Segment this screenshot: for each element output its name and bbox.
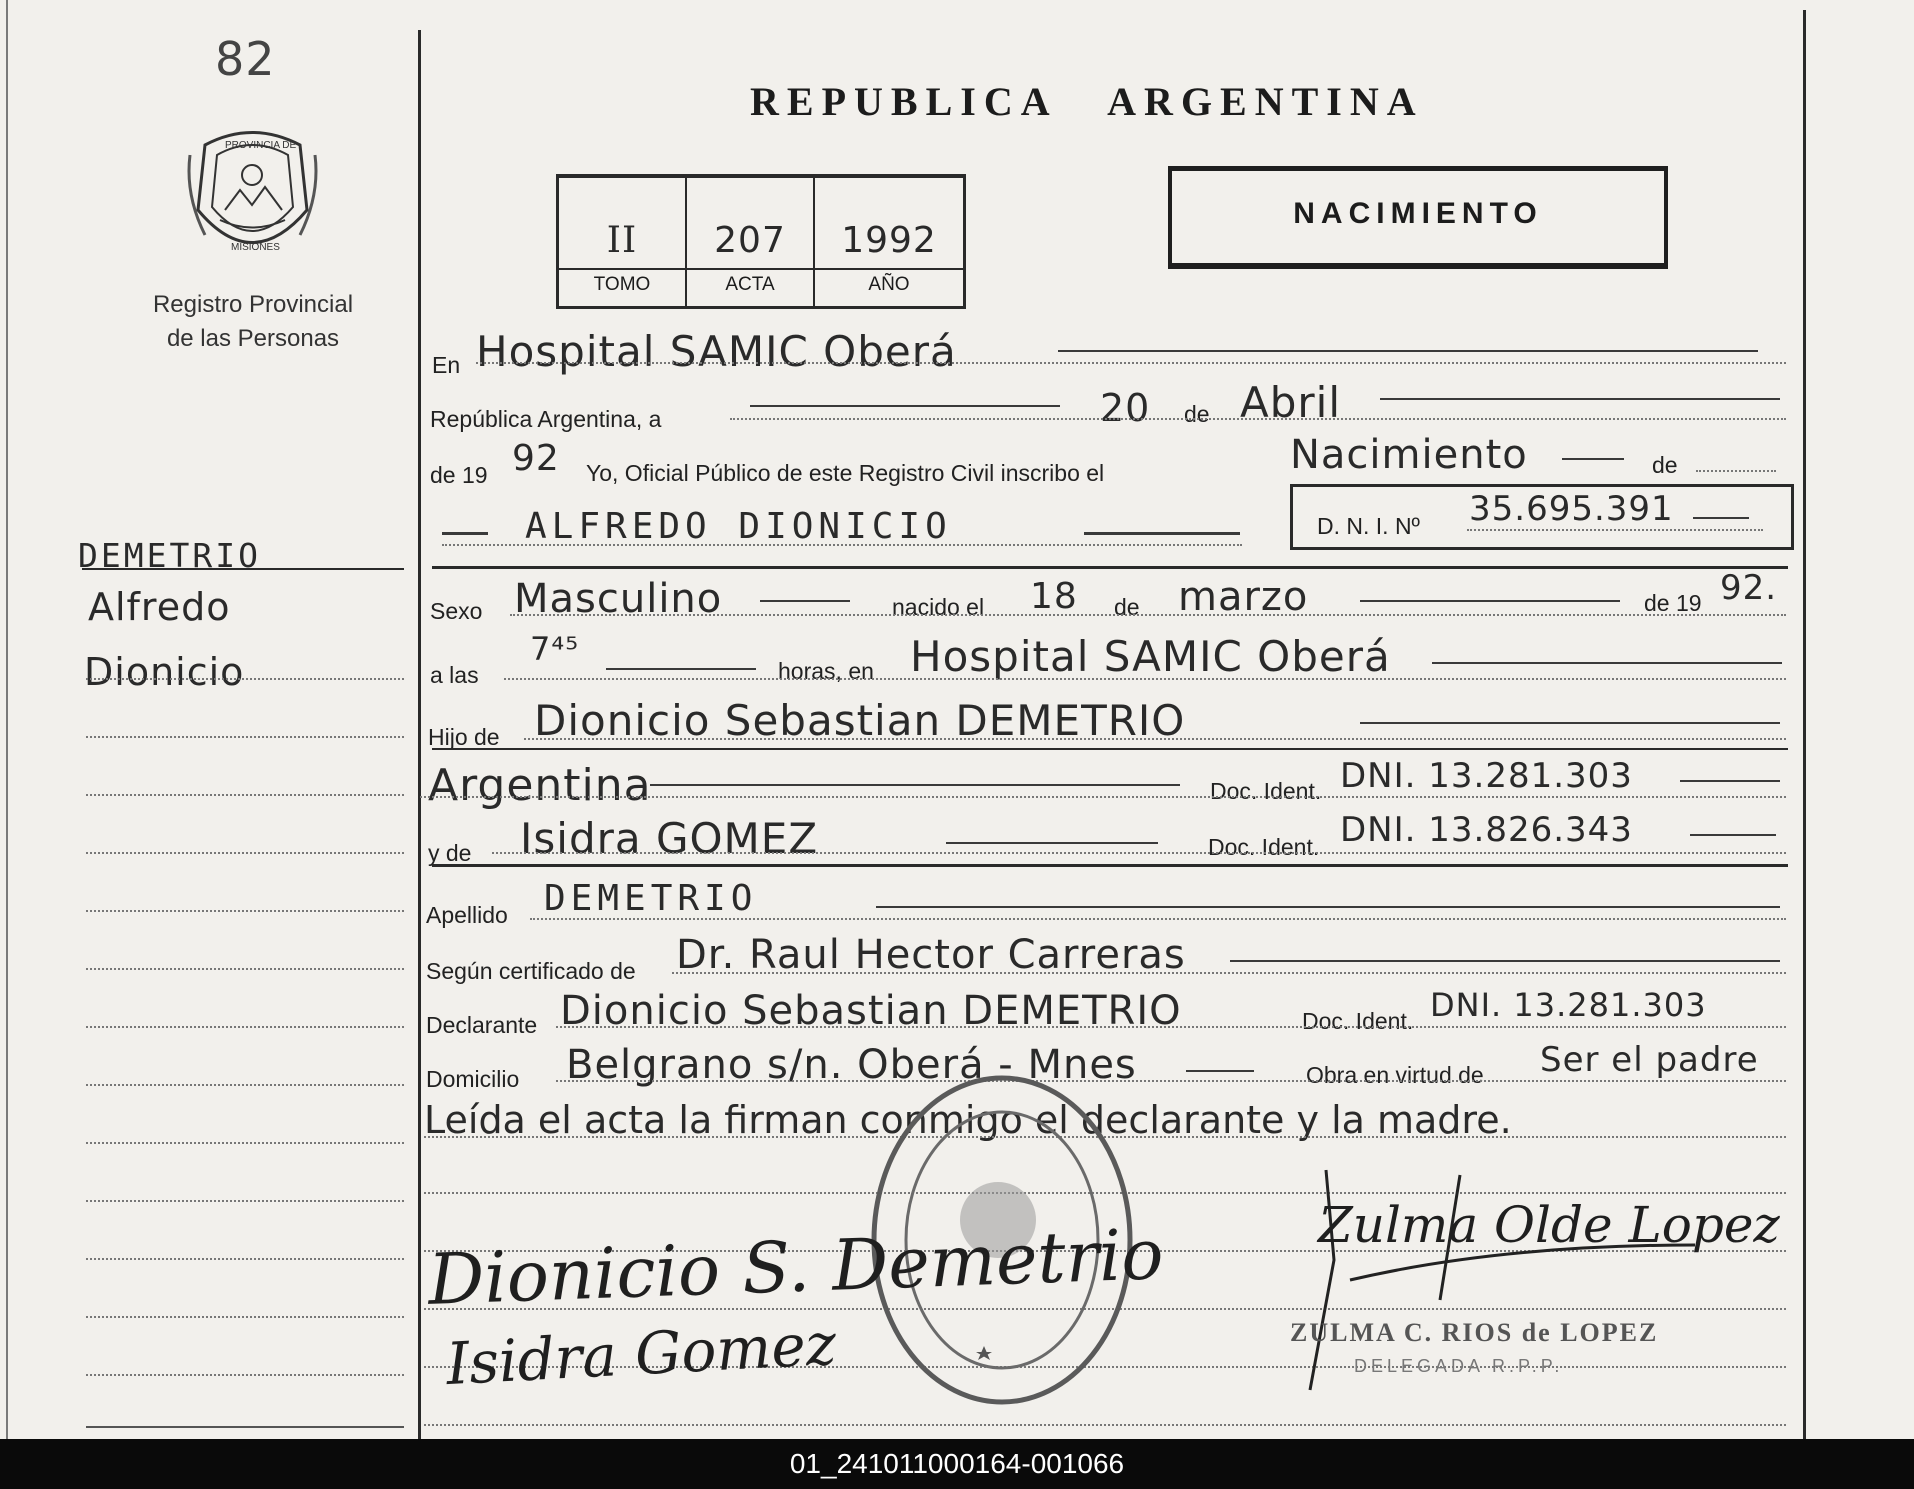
provincial-seal (185, 115, 320, 265)
sexo-label: Sexo (430, 598, 483, 624)
margin-name-2: Dionicio (84, 650, 245, 694)
reading-note: Leída el acta la firman conmigo el declarante y la madre. (424, 1098, 1512, 1142)
apellido-value: DEMETRIO (544, 878, 758, 919)
official-signature: Zulma Olde Lopez (1318, 1196, 1780, 1254)
anio-value: 1992 (841, 220, 937, 261)
declarante-label: Declarante (426, 1012, 538, 1038)
tomo-value: II (606, 220, 638, 261)
mother-signature: Isidra Gomez (444, 1309, 838, 1399)
obra-label: Obra en virtud de (1306, 1062, 1484, 1088)
margin-lines (86, 622, 404, 1428)
day-value: 20 (1100, 386, 1151, 430)
birth-year-prefix: de 19 (1644, 590, 1702, 616)
obra-value: Ser el padre (1540, 1040, 1759, 1080)
doctor-name: Dr. Raul Hector Carreras (676, 932, 1186, 978)
dni-box (1290, 484, 1794, 550)
month-value: Abril (1240, 378, 1341, 427)
left-margin-rule (6, 0, 8, 1439)
child-name: ALFREDO DIONICIO (525, 506, 952, 547)
registry-line-1: Registro Provincial (152, 291, 354, 318)
page-title: REPUBLICA ARGENTINA (750, 79, 1424, 124)
birth-place: Hospital SAMIC Oberá (910, 632, 1391, 681)
margin-name-1: Alfredo (88, 585, 231, 629)
seal-text-top: PROVINCIA DE (225, 140, 297, 151)
declarante-signature: Dionicio S. Demetrio (426, 1213, 1165, 1321)
mother-name: Isidra GOMEZ (520, 814, 819, 863)
father-doc: DNI. 13.281.303 (1340, 756, 1633, 796)
father-doc-label: Doc. Ident. (1210, 778, 1322, 804)
acto-de-label: de (1652, 452, 1678, 478)
column-divider (418, 30, 421, 1439)
en-value: Hospital SAMIC Oberá (476, 327, 957, 376)
father-name: Dionicio Sebastian DEMETRIO (534, 696, 1186, 745)
official-stamp: ZULMA C. RIOS de LOPEZ (1290, 1318, 1659, 1347)
republica-label: República Argentina, a (430, 406, 662, 432)
page-number: 82 (215, 32, 276, 86)
domicilio-label: Domicilio (426, 1066, 520, 1092)
declarante-doc-label: Doc. Ident. (1302, 1008, 1414, 1034)
acta-label: ACTA (725, 274, 775, 295)
right-border (1803, 10, 1806, 1439)
hora-value: 7⁴⁵ (530, 630, 580, 668)
registry-line-2: de las Personas (166, 325, 340, 352)
declarante-doc: DNI. 13.281.303 (1430, 986, 1707, 1024)
certificado-label: Según certificado de (426, 958, 636, 984)
acto-value: Nacimiento (1290, 432, 1528, 478)
margin-surname: DEMETRIO (78, 536, 261, 575)
dni-value: 35.695.391 (1469, 489, 1674, 529)
record-number-box (556, 174, 966, 309)
yo-text: Yo, Oficial Público de este Registro Civil inscribo el (586, 460, 1105, 486)
day-de-label: de (1184, 401, 1210, 427)
seal-text-bottom: MISIONES (231, 242, 280, 253)
nacido-label: nacido el (892, 594, 985, 620)
year-value: 92 (512, 438, 560, 479)
birth-de-label: de (1114, 594, 1140, 620)
mother-doc-label: Doc. Ident. (1208, 834, 1320, 860)
apellido-label: Apellido (426, 902, 508, 928)
official-stamp-subtitle: DELEGADA R.P.P. (1354, 1356, 1564, 1376)
hijo-label: Hijo de (428, 724, 500, 750)
a-las-label: a las (430, 662, 479, 688)
acta-value: 207 (714, 220, 786, 261)
father-nationality: Argentina (428, 760, 652, 811)
anio-label: AÑO (868, 274, 910, 295)
year-prefix-label: de 19 (430, 462, 488, 488)
dni-label: D. N. I. Nº (1317, 513, 1420, 539)
y-de-label: y de (428, 840, 472, 866)
birth-day: 18 (1030, 576, 1078, 617)
record-type-box (1168, 166, 1668, 269)
horas-en-label: horas, en (778, 658, 874, 684)
record-type-label: NACIMIENTO (1293, 197, 1543, 230)
birth-year: 92. (1720, 568, 1778, 608)
image-id-footer: 01_241011000164-001066 (0, 1439, 1914, 1489)
birth-month: marzo (1178, 574, 1309, 620)
en-label: En (432, 352, 461, 378)
declarante-name: Dionicio Sebastian DEMETRIO (560, 988, 1182, 1034)
mother-doc: DNI. 13.826.343 (1340, 810, 1633, 850)
tomo-label: TOMO (593, 274, 651, 295)
sexo-value: Masculino (514, 576, 723, 622)
domicilio-value: Belgrano s/n. Oberá - Mnes (566, 1042, 1137, 1088)
registry-name (128, 288, 378, 356)
